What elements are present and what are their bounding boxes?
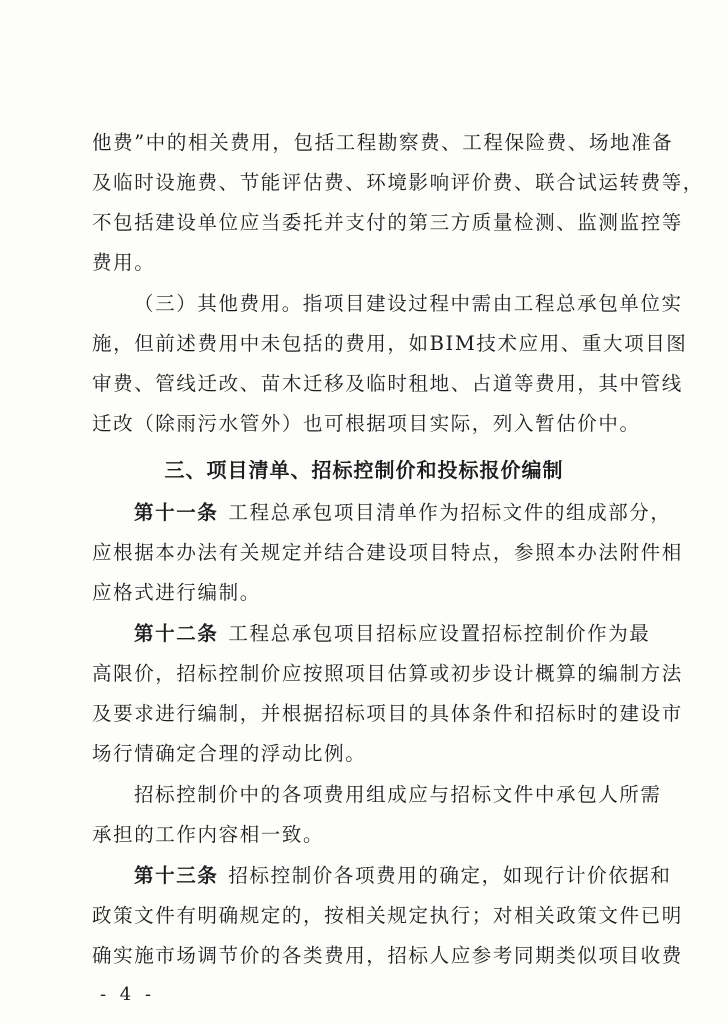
- article-label: 第十一条: [134, 501, 219, 524]
- body-line: 施，但前述费用中未包括的费用，如BIM技术应用、重大项目图: [92, 332, 688, 355]
- body-line: 他费”中的相关费用，包括工程勘察费、工程保险费、场地准备: [92, 131, 674, 154]
- body-line: 应根据本办法有关规定并结合建设项目特点，参照本办法附件相: [92, 541, 683, 564]
- body-line: 高限价，招标控制价应按照项目估算或初步设计概算的编制方法: [92, 662, 683, 685]
- body-line: 政策文件有明确规定的，按相关规定执行；对相关政策文件已明: [92, 904, 683, 927]
- article-text: 工程总承包项目清单作为招标文件的组成部分，: [228, 501, 672, 524]
- article-11-line: [134, 501, 672, 525]
- body-line: 场行情确定合理的浮动比例。: [92, 742, 367, 765]
- article-13-line: [134, 864, 672, 888]
- article-label: 第十三条: [134, 864, 219, 887]
- body-line: 迁改（除雨污水管外）也可根据项目实际，列入暂估价中。: [92, 412, 641, 435]
- article-12-line: [134, 622, 651, 646]
- article-text: 招标控制价各项费用的确定，如现行计价依据和: [228, 864, 672, 887]
- section-heading: 三、项目清单、招标控制价和投标报价编制: [164, 458, 564, 482]
- body-line: （三）其他费用。指项目建设过程中需由工程总承包单位实: [134, 292, 683, 315]
- body-line: 确实施市场调节价的各类费用，招标人应参考同期类似项目收费: [92, 944, 683, 967]
- article-label: 第十二条: [134, 622, 219, 645]
- body-line: 应格式进行编制。: [92, 581, 261, 604]
- body-line: 及要求进行编制，并根据招标项目的具体条件和招标时的建设市: [92, 702, 683, 725]
- body-line: 审费、管线迁改、苗木迁移及临时租地、占道等费用，其中管线: [92, 372, 683, 395]
- body-line: 承担的工作内容相一致。: [92, 823, 325, 846]
- body-line: 招标控制价中的各项费用组成应与招标文件中承包人所需: [134, 783, 662, 806]
- article-text: 工程总承包项目招标应设置招标控制价作为最: [228, 622, 651, 645]
- body-line: 及临时设施费、节能评估费、环境影响评价费、联合试运转费等，: [92, 171, 704, 194]
- page-number: - 4 -: [100, 984, 156, 1005]
- body-line: 不包括建设单位应当委托并支付的第三方质量检测、监测监控等: [92, 211, 683, 234]
- body-line: 费用。: [92, 251, 156, 274]
